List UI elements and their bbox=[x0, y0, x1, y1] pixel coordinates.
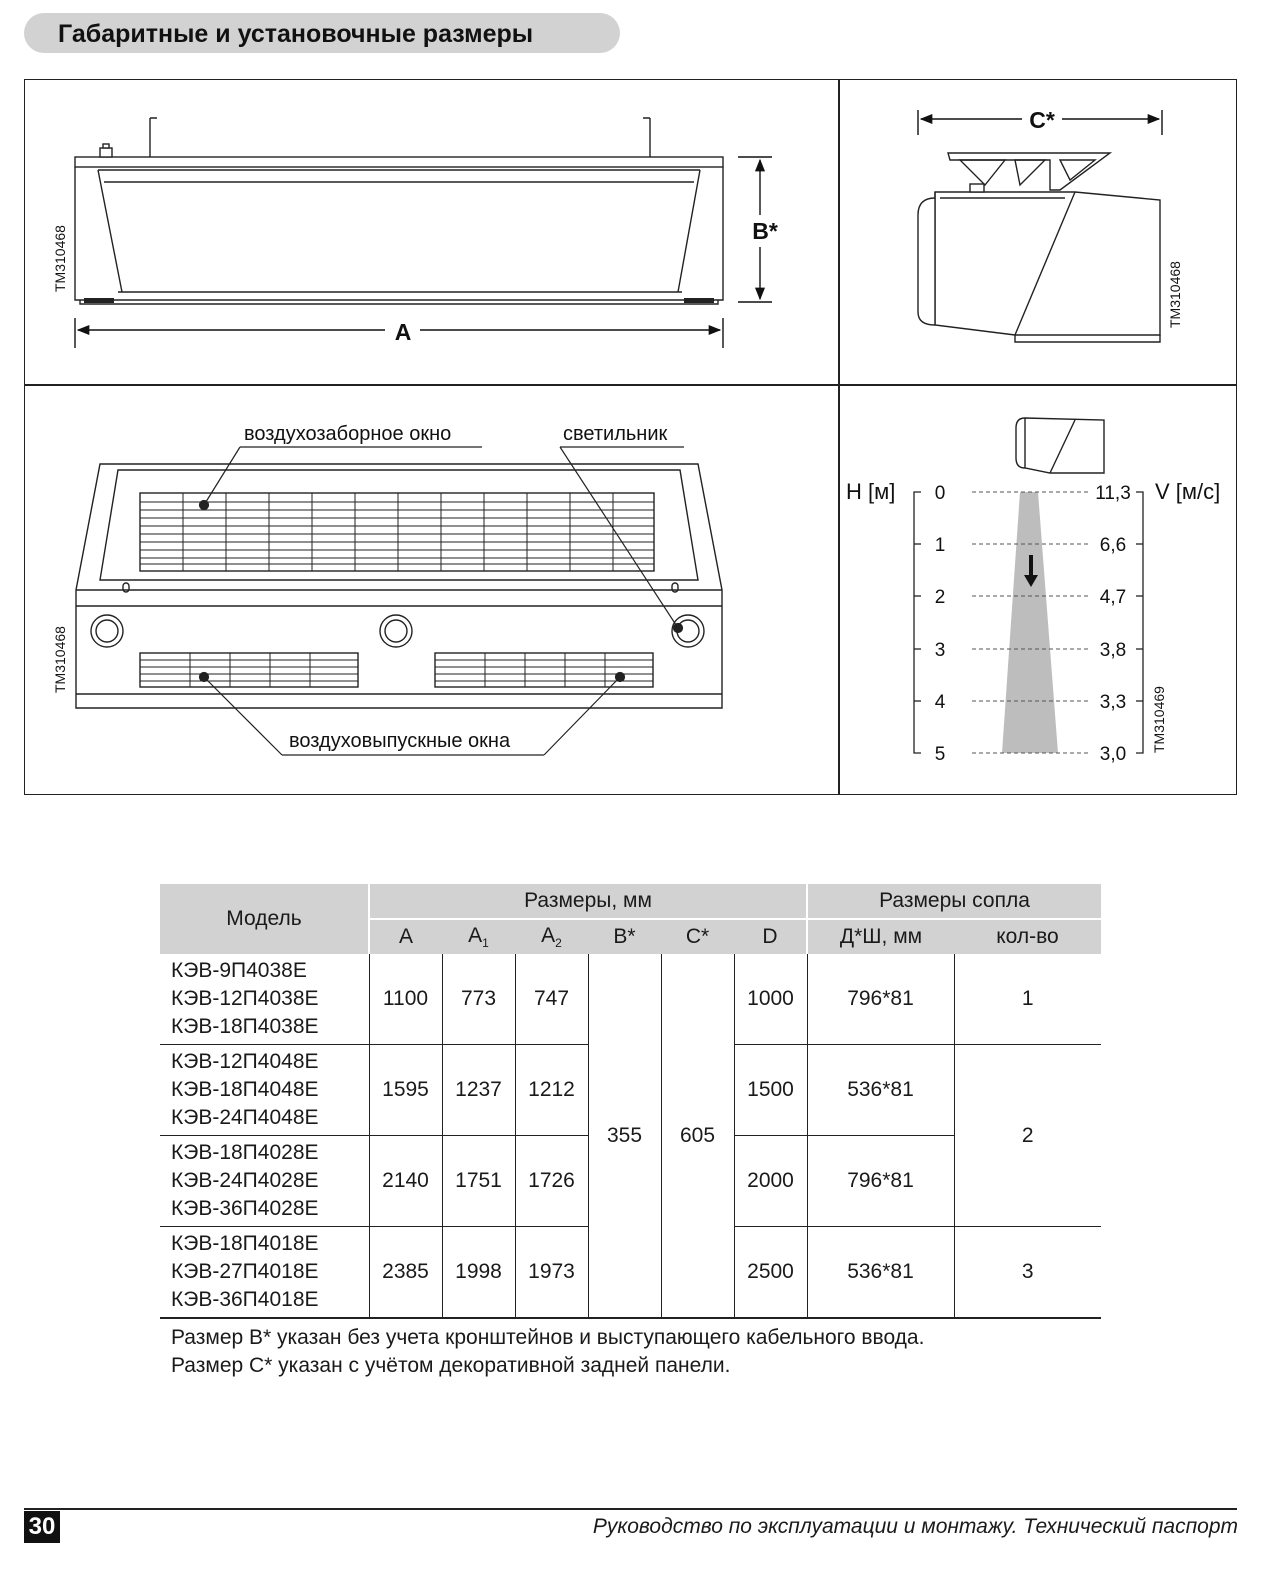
footer-rule bbox=[24, 1508, 1237, 1510]
dimensions-table bbox=[160, 884, 1101, 1319]
cell-b: 355 bbox=[588, 954, 661, 1318]
header-dw: Д*Ш, мм bbox=[807, 919, 954, 954]
cell-a2: 1726 bbox=[515, 1136, 588, 1227]
lamp-label: светильник bbox=[563, 423, 668, 445]
section-title: Габаритные и установочные размеры bbox=[58, 20, 534, 48]
note-b: Размер В* указан без учета кронштейнов и выступающего кабельного ввода. bbox=[171, 1326, 925, 1349]
cell-a2: 1212 bbox=[515, 1045, 588, 1136]
side-drawing-code: TM310468 bbox=[1167, 261, 1183, 328]
table-row bbox=[160, 954, 1101, 1045]
outlet-windows-label: воздуховыпускные окна bbox=[289, 730, 511, 752]
header-model: Модель bbox=[160, 884, 369, 954]
front-view bbox=[75, 118, 723, 304]
height-tick: 3 bbox=[934, 640, 946, 661]
cell-a1: 1751 bbox=[442, 1136, 515, 1227]
cell-dw: 536*81 bbox=[807, 1045, 954, 1136]
cell-d: 1000 bbox=[734, 954, 807, 1045]
cell-dw: 796*81 bbox=[807, 1136, 954, 1227]
cell-a1: 773 bbox=[442, 954, 515, 1045]
cell-a2: 747 bbox=[515, 954, 588, 1045]
dim-c-label: C* bbox=[1029, 107, 1055, 133]
model-cell: КЭВ-18П4018Е КЭВ-27П4018Е КЭВ-36П4018Е bbox=[160, 1227, 369, 1319]
cell-qty: 1 bbox=[954, 954, 1101, 1045]
cell-dw: 796*81 bbox=[807, 954, 954, 1045]
header-dimensions: Размеры, мм bbox=[369, 884, 807, 919]
note-c: Размер С* указан с учётом декоративной задней панели. bbox=[171, 1354, 731, 1377]
cell-a: 2385 bbox=[369, 1227, 442, 1319]
velocity-tick: 3,3 bbox=[1099, 692, 1127, 713]
flow-drawing-code: TM310469 bbox=[1151, 686, 1167, 753]
header-d: D bbox=[734, 919, 807, 954]
cell-qty: 3 bbox=[954, 1227, 1101, 1319]
cell-a2: 1973 bbox=[515, 1227, 588, 1319]
air-jet-cone bbox=[1002, 492, 1058, 753]
model-cell: КЭВ-18П4028Е КЭВ-24П4028Е КЭВ-36П4028Е bbox=[160, 1136, 369, 1227]
velocity-tick: 3,0 bbox=[1099, 744, 1127, 765]
side-view bbox=[918, 153, 1160, 342]
cell-a: 1100 bbox=[369, 954, 442, 1045]
header-a1: $A_1$ bbox=[442, 919, 515, 954]
height-axis-label: H [м] bbox=[846, 479, 896, 504]
height-tick: 1 bbox=[934, 535, 946, 556]
velocity-tick: 6,6 bbox=[1099, 535, 1127, 556]
height-tick: 2 bbox=[934, 587, 946, 608]
flow-unit bbox=[1016, 418, 1104, 473]
intake-window-label: воздухозаборное окно bbox=[244, 423, 452, 445]
height-tick: 0 bbox=[934, 483, 946, 504]
cell-qty: 2 bbox=[954, 1045, 1101, 1227]
header-a2: $A_2$ bbox=[515, 919, 588, 954]
dim-a-label: A bbox=[394, 319, 412, 345]
cell-dw: 536*81 bbox=[807, 1227, 954, 1319]
cell-a1: 1237 bbox=[442, 1045, 515, 1136]
velocity-tick: 11,3 bbox=[1095, 483, 1131, 504]
cell-d: 1500 bbox=[734, 1045, 807, 1136]
header-c: C* bbox=[661, 919, 734, 954]
cell-c: 605 bbox=[661, 954, 734, 1318]
velocity-axis-label: V [м/с] bbox=[1155, 479, 1221, 504]
header-a: A bbox=[369, 919, 442, 954]
velocity-tick: 3,8 bbox=[1099, 640, 1127, 661]
cell-a: 2140 bbox=[369, 1136, 442, 1227]
model-cell: КЭВ-12П4048Е КЭВ-18П4048Е КЭВ-24П4048Е bbox=[160, 1045, 369, 1136]
height-tick: 5 bbox=[934, 744, 946, 765]
header-b: B* bbox=[588, 919, 661, 954]
model-cell: КЭВ-9П4038Е КЭВ-12П4038Е КЭВ-18П4038Е bbox=[160, 954, 369, 1045]
cell-d: 2500 bbox=[734, 1227, 807, 1319]
velocity-tick: 4,7 bbox=[1099, 587, 1127, 608]
header-qty: кол-во bbox=[954, 919, 1101, 954]
footer-title: Руководство по эксплуатации и монтажу. Технический паспорт bbox=[592, 1515, 1238, 1538]
cell-d: 2000 bbox=[734, 1136, 807, 1227]
cell-a: 1595 bbox=[369, 1045, 442, 1136]
front-drawing-code: TM310468 bbox=[52, 225, 68, 292]
cell-a1: 1998 bbox=[442, 1227, 515, 1319]
header-nozzle: Размеры сопла bbox=[807, 884, 1101, 919]
bottom-view bbox=[76, 464, 722, 708]
dim-b-label: B* bbox=[752, 218, 778, 244]
bottom-drawing-code: TM310468 bbox=[52, 626, 68, 693]
height-tick: 4 bbox=[934, 692, 946, 713]
page-number: 30 bbox=[24, 1511, 60, 1543]
